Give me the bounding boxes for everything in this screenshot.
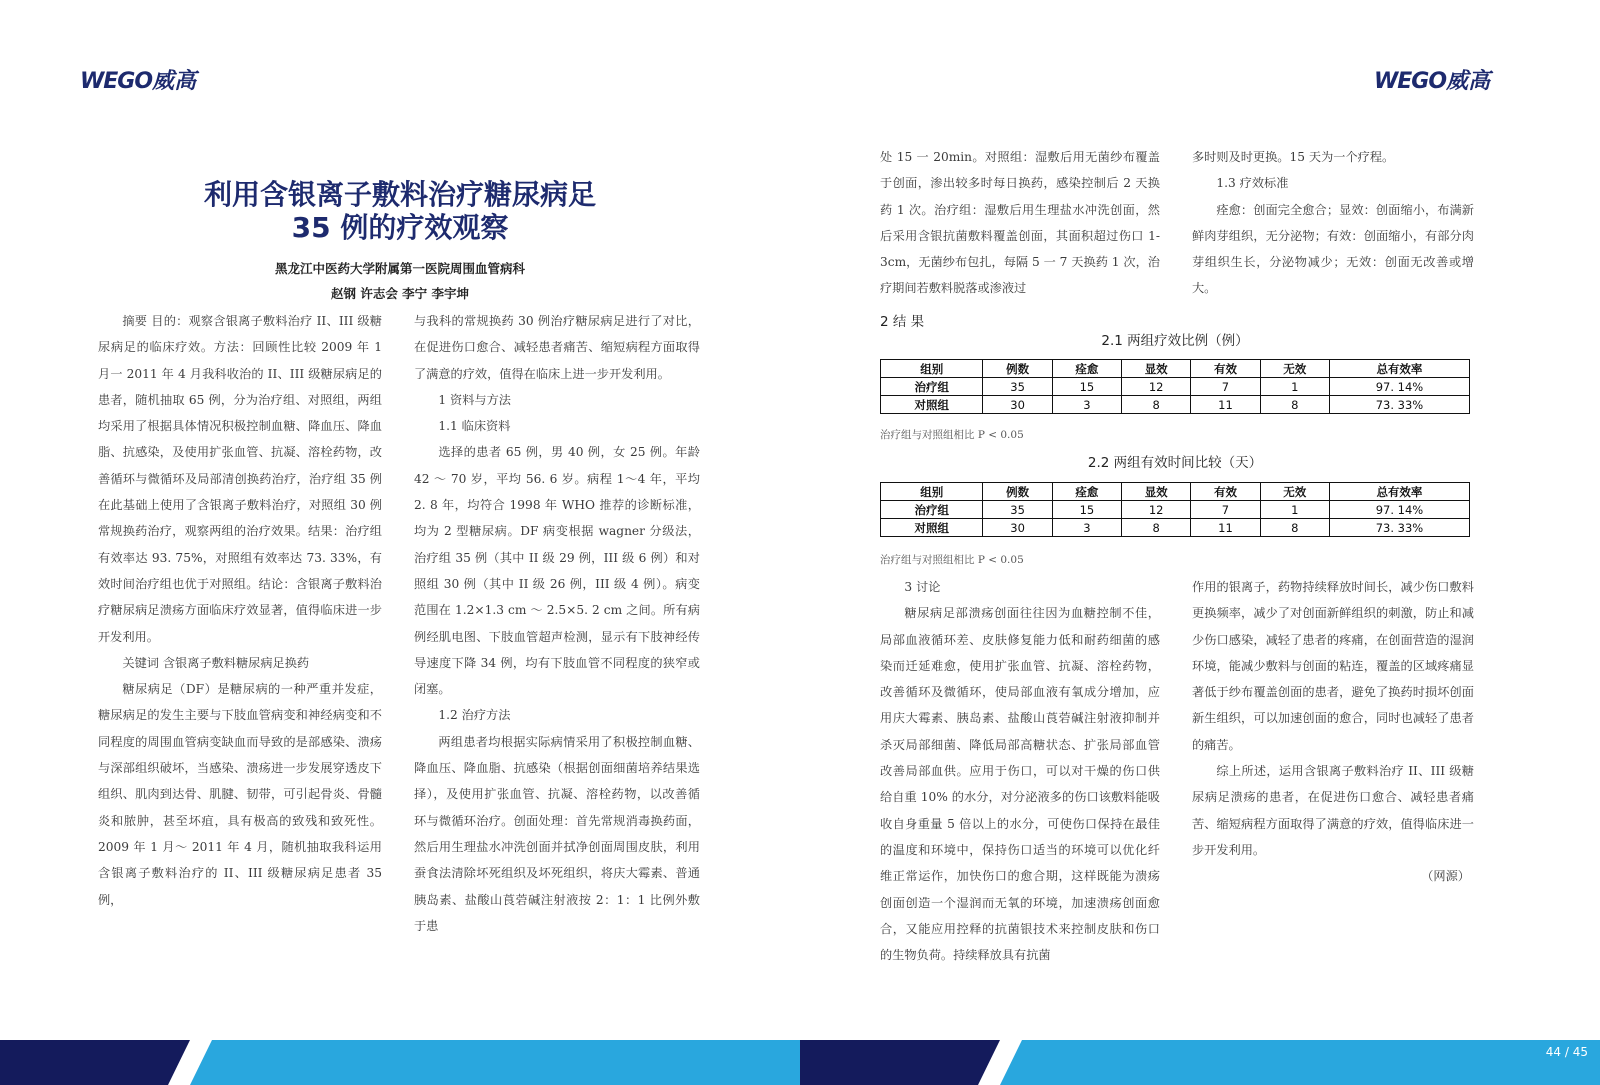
table-cell: 11 (1191, 396, 1260, 414)
treatment-paragraph: 两组患者均根据实际病情采用了积极控制血糖、降血压、降血脂、抗感染（根据创面细菌培养结果选择），及使用扩张血管、抗凝、溶栓药物，以改善循环与微循环治疗。创面处理：首先常规消毒换药面，然后用生理盐水冲洗创面并拭净创面周围皮肤，利用蚕食法清除坏死组织及坏死组织，将庆大霉素、普通胰岛素、盐酸山莨菪碱注射液按 2：1：1 比例外敷于患 (414, 734, 700, 933)
logo-cn: 威高 (152, 69, 197, 94)
section-heading-discussion: 3 讨论 (904, 580, 941, 594)
intro-paragraph: 糖尿病足（DF）是糖尿病的一种严重并发症，糖尿病足的发生主要与下肢血管病变和神经病变和不同程度的周围血管病变缺血而导致的是部感染、溃疡与深部组织破坏，当感染、溃疡进一步发展穿透皮下组织、肌肉到达骨、肌腱、韧带，可引起骨炎、骨髓炎和脓肿，甚至坏疽，具有极高的致残和致死性。2009 年 1 月～ 2011 年 4 月，随机抽取我科运用含银离子敷料治疗的 II、III 级糖尿病足患者 35 例， (98, 682, 382, 907)
header-cell: 例数 (983, 483, 1052, 501)
discussion-continued-paragraph: 作用的银离子，药物持续释放时间长，减少伤口敷料更换频率，减少了对创面新鲜组织的刺激，防止和减少伤口感染，减轻了患者的疼痛，在创面营造的湿润环境，能减少敷料与创面的粘连，覆盖的区域疼痛显著低于纱布覆盖创面的患者，避免了换药时损坏创面新生组织，可以加速创面的愈合，同时也减轻了患者的痛苦。 (1192, 580, 1474, 752)
table-row (881, 378, 1470, 396)
logo-en: WEGO (80, 69, 153, 94)
header-cell: 总有效率 (1329, 483, 1469, 501)
clinical-data-paragraph: 选择的患者 65 例，男 40 例，女 25 例。年龄 42 ～ 70 岁，平均 56. 6 岁。病程 1～4 年，平均 2. 8 年，均符合 1998 年 WHO 推荐的诊断标准，均为 2 型糖尿病。DF 病变根据 wagner 分级法，治疗组 35 例（其中 II 级 29 例，III 级 6 例）和对照组 30 例（其中 II 级 26 例，III 级 4 例）。病变范围在 1.2×1.3 cm ～ 2.5×5. 2 cm 之间。所有病例经肌电图、下肢血管超声检测，显示有下肢神经传导速度下降 34 例，均有下肢血管不同程度的狭窄或闭塞。 (414, 445, 700, 697)
table-2-note: 治疗组与对照组相比 P < 0.05 (880, 554, 1024, 566)
header-cell: 无效 (1260, 360, 1329, 378)
left-footer-bar (0, 1040, 800, 1085)
table-cell: 8 (1260, 519, 1329, 537)
header-cell: 有效 (1191, 483, 1260, 501)
title-line-2: 35 例的疗效观察 (291, 211, 509, 244)
criteria-paragraph: 痊愈：创面完全愈合；显效：创面缩小，布满新鲜肉芽组织，无分泌物；有效：创面缩小，有部分肉芽组织生长，分泌物减少；无效：创面无改善或增大。 (1192, 202, 1474, 296)
cyan-stripe (1000, 1040, 1600, 1085)
article-title (150, 178, 650, 244)
table-cell: 8 (1260, 396, 1329, 414)
header-cell: 无效 (1260, 483, 1329, 501)
page-number: 44 / 45 (1545, 1045, 1588, 1059)
intro-continued-paragraph: 与我科的常规换药 30 例治疗糖尿病足进行了对比，在促进伤口愈合、减轻患者痛苦、缩短病程方面取得了满意的疗效，值得在临床上进一步开发利用。 (414, 314, 700, 381)
authors: 赵钢 许志会 李宁 李宇坤 (330, 286, 470, 301)
abstract-paragraph: 摘要 目的：观察含银离子敷料治疗 II、III 级糖尿病足的临床疗效。方法：回顾性比较 2009 年 1 月一 2011 年 4 月我科收治的 II、III 级糖尿病足的患者，随机抽取 65 例，分为治疗组、对照组，两组均采用了根据具体情况积极控制血糖、降血压、降血脂、抗感染，及使用扩张血管、抗凝、溶栓药物，改善循环与微循环及局部清创换药治疗，治疗组 35 例在此基础上使用了含银离子敷料治疗，对照组 30 例常规换药治疗，观察两组的治疗效果。结果：治疗组有效率达 93. 75%，对照组有效率达 73. 33%，有效时间治疗组也优于对照组。结论：含银离子敷料治疗糖尿病足溃疡方面临床疗效显著，值得临床进一步开发利用。 (98, 314, 382, 644)
header-cell: 痊愈 (1052, 360, 1121, 378)
header-cell: 例数 (983, 360, 1052, 378)
right-column-2 (1192, 144, 1474, 302)
subsection-heading-treatment: 1.2 治疗方法 (438, 708, 511, 723)
treatment-end-paragraph: 多时则及时更换。15 天为一个疗程。 (1192, 150, 1395, 164)
table-cell: 11 (1191, 519, 1260, 537)
table-cell: 7 (1191, 501, 1260, 519)
table-cell: 97. 14% (1329, 378, 1469, 396)
right-footer-bar (800, 1040, 1600, 1085)
table-2-caption: 2.2 两组有效时间比较（天） (1087, 455, 1263, 471)
table-cell: 对照组 (881, 396, 983, 414)
conclusion-paragraph: 综上所述，运用含银离子敷料治疗 II、III 级糖尿病足溃疡的患者，在促进伤口愈合、减轻患者痛苦、缩短病程方面取得了满意的疗效，值得临床进一步开发利用。 (1192, 764, 1474, 857)
navy-stripe (0, 1040, 190, 1085)
table-cell: 7 (1191, 378, 1260, 396)
logo-cn: 威高 (1446, 69, 1491, 94)
table-cell: 15 (1052, 501, 1121, 519)
subsection-heading-criteria: 1.3 疗效标准 (1216, 176, 1289, 191)
header-cell: 显效 (1122, 360, 1191, 378)
title-line-1: 利用含银离子敷料治疗糖尿病足 (203, 178, 596, 211)
header-cell: 显效 (1122, 483, 1191, 501)
table-header-row (881, 483, 1470, 501)
wego-logo (80, 64, 196, 95)
table-cell: 8 (1122, 396, 1191, 414)
table-cell: 3 (1052, 396, 1121, 414)
footer-stripes (0, 1040, 800, 1085)
table-cell: 对照组 (881, 519, 983, 537)
header-cell: 有效 (1191, 360, 1260, 378)
table-cell: 12 (1122, 378, 1191, 396)
table-row (881, 396, 1470, 414)
subsection-heading-clinical-data: 1.1 临床资料 (438, 419, 511, 434)
table-header-row (881, 360, 1470, 378)
table-cell: 治疗组 (881, 378, 983, 396)
right-column-4 (1192, 574, 1474, 890)
navy-stripe (800, 1040, 1000, 1085)
table-cell: 73. 33% (1329, 396, 1469, 414)
table-row (881, 519, 1470, 537)
right-column-3 (880, 574, 1160, 968)
header-cell: 组别 (881, 483, 983, 501)
discussion-paragraph: 糖尿病足部溃疡创面往往因为血糖控制不佳，局部血液循环差、皮肤修复能力低和耐药细菌的感染而迁延难愈，使用扩张血管、抗凝、溶栓药物，改善循环及微循环，使局部血液有氧成分增加，应用庆大霉素、胰岛素、盐酸山莨菪碱注射液抑制并杀灭局部细菌、降低局部高糖状态、扩张局部血管改善局部血供。应用于伤口，可以对干燥的伤口供给自重 10% 的水分，对分泌液多的伤口该敷料能吸收自身重量 5 倍以上的水分，可使伤口保持在最佳的温度和环境中，保持伤口适当的环境可以优化纤维正常运作，加快伤口的愈合期，这样既能为溃疡创面创造一个湿润而无氧的环境，加速溃疡创面愈合，又能应用控释的抗菌银技术来控制皮肤和伤口的生物负荷。持续释放具有抗菌 (880, 606, 1160, 963)
treatment-continued-paragraph: 处 15 一 20min。对照组：湿敷后用无菌纱布覆盖于创面，渗出较多时每日换药，感染控制后 2 天换药 1 次。治疗组：湿敷后用生理盐水冲洗创面，然后采用含银抗菌敷料覆盖创面，其面积超过伤口 1-3cm，无菌纱布包扎，每隔 5 一 7 天换药 1 次，治疗期间若敷料脱落或渗液过 (880, 150, 1160, 296)
table-cell: 30 (983, 396, 1052, 414)
section-heading-methods: 1 资料与方法 (438, 392, 511, 407)
footer-stripes (800, 1040, 1600, 1085)
section-heading-results: 2 结 果 (880, 314, 925, 330)
source-note: （网源） (1421, 869, 1470, 884)
table-2 (880, 482, 1470, 537)
left-column-2 (414, 308, 700, 939)
table-cell: 8 (1122, 519, 1191, 537)
table-cell: 治疗组 (881, 501, 983, 519)
left-column-1 (98, 308, 382, 913)
table-cell: 3 (1052, 519, 1121, 537)
table-cell: 73. 33% (1329, 519, 1469, 537)
header-cell: 痊愈 (1052, 483, 1121, 501)
table-cell: 12 (1122, 501, 1191, 519)
table-1-caption: 2.1 两组疗效比例（例） (1101, 333, 1249, 349)
header-cell: 总有效率 (1329, 360, 1469, 378)
affiliation: 黑龙江中医药大学附属第一医院周围血管病科 (274, 261, 525, 276)
table-1 (880, 359, 1470, 414)
table-cell: 97. 14% (1329, 501, 1469, 519)
header-cell: 组别 (881, 360, 983, 378)
table-1-note: 治疗组与对照组相比 P < 0.05 (880, 429, 1024, 441)
table-row (881, 501, 1470, 519)
keywords-paragraph: 关键词 含银离子敷料糖尿病足换药 (122, 655, 310, 670)
right-column-1 (880, 144, 1160, 302)
wego-logo (1374, 64, 1490, 95)
table-cell: 35 (983, 501, 1052, 519)
table-cell: 15 (1052, 378, 1121, 396)
right-page (800, 0, 1600, 1085)
cyan-stripe (190, 1040, 800, 1085)
table-cell: 35 (983, 378, 1052, 396)
table-cell: 1 (1260, 501, 1329, 519)
table-cell: 30 (983, 519, 1052, 537)
logo-en: WEGO (1374, 69, 1447, 94)
table-cell: 1 (1260, 378, 1329, 396)
